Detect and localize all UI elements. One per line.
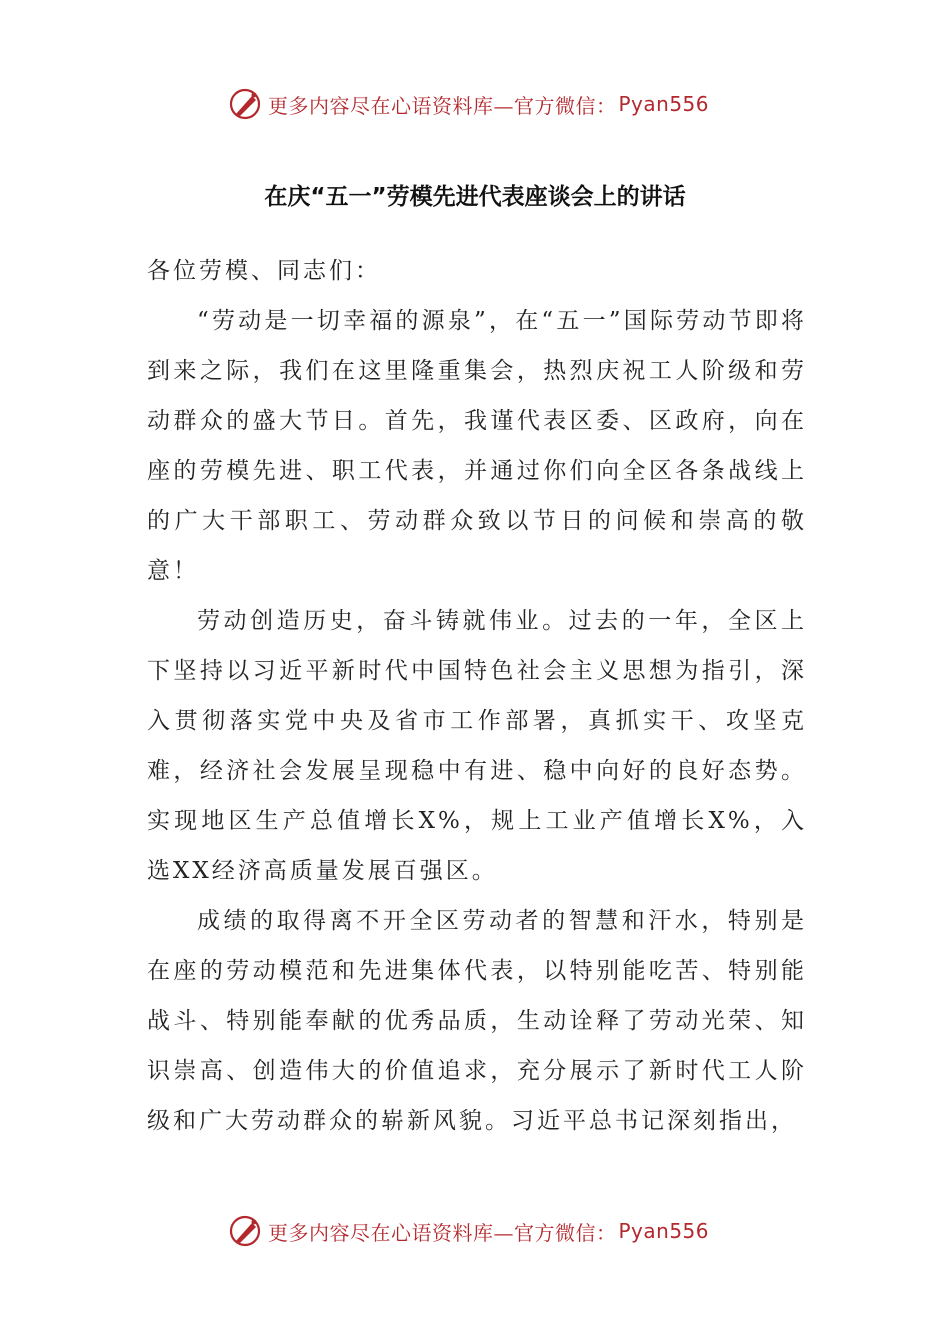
footer-banner-text: 更多内容尽在心语资料库—官方微信： (268, 1220, 617, 1245)
header-banner-text: 更多内容尽在心语资料库—官方微信： (268, 93, 617, 118)
paragraph-3: 成绩的取得离不开全区劳动者的智慧和汗水，特别是在座的劳动模范和先进集体代表，以特别能吃苦、特别能战斗、特别能奉献的优秀品质，生动诠释了劳动光荣、知识崇高、创造伟大的价值追求，充分展示了新时代工人阶级和广大劳动群众的崭新风貌。习近平总书记深刻指出， (147, 908, 807, 1134)
header-wechat-id: Pyan556 (618, 92, 710, 116)
document-title: 在庆“五一”劳模先进代表座谈会上的讲话 (264, 184, 686, 210)
paragraph-2: 劳动创造历史，奋斗铸就伟业。过去的一年，全区上下坚持以习近平新时代中国特色社会主义思想为指引，深入贯彻落实党中央及省市工作部署，真抓实干、攻坚克难，经济社会发展呈现稳中有进、稳中向好的良好态势。实现地区生产总值增长X%，规上工业产值增长X%，入选XX经济高质量发展百强区。 (147, 608, 807, 884)
document-body (147, 246, 807, 1146)
paragraph-1: “劳动是一切幸福的源泉”，在“五一”国际劳动节即将到来之际，我们在这里隆重集会，热烈庆祝工人阶级和劳动群众的盛大节日。首先，我谨代表区委、区政府，向在座的劳模先进、职工代表，并通过你们向全区各条战线上的广大干部职工、劳动群众致以节日的问候和崇高的敬意！ (147, 308, 807, 584)
pen-nib-logo-icon (228, 86, 264, 122)
footer-banner (228, 1211, 709, 1251)
header-banner (228, 84, 709, 124)
greeting: 各位劳模、同志们： (147, 258, 381, 284)
footer-wechat-id: Pyan556 (618, 1219, 710, 1243)
pen-nib-logo-icon (228, 1213, 264, 1249)
